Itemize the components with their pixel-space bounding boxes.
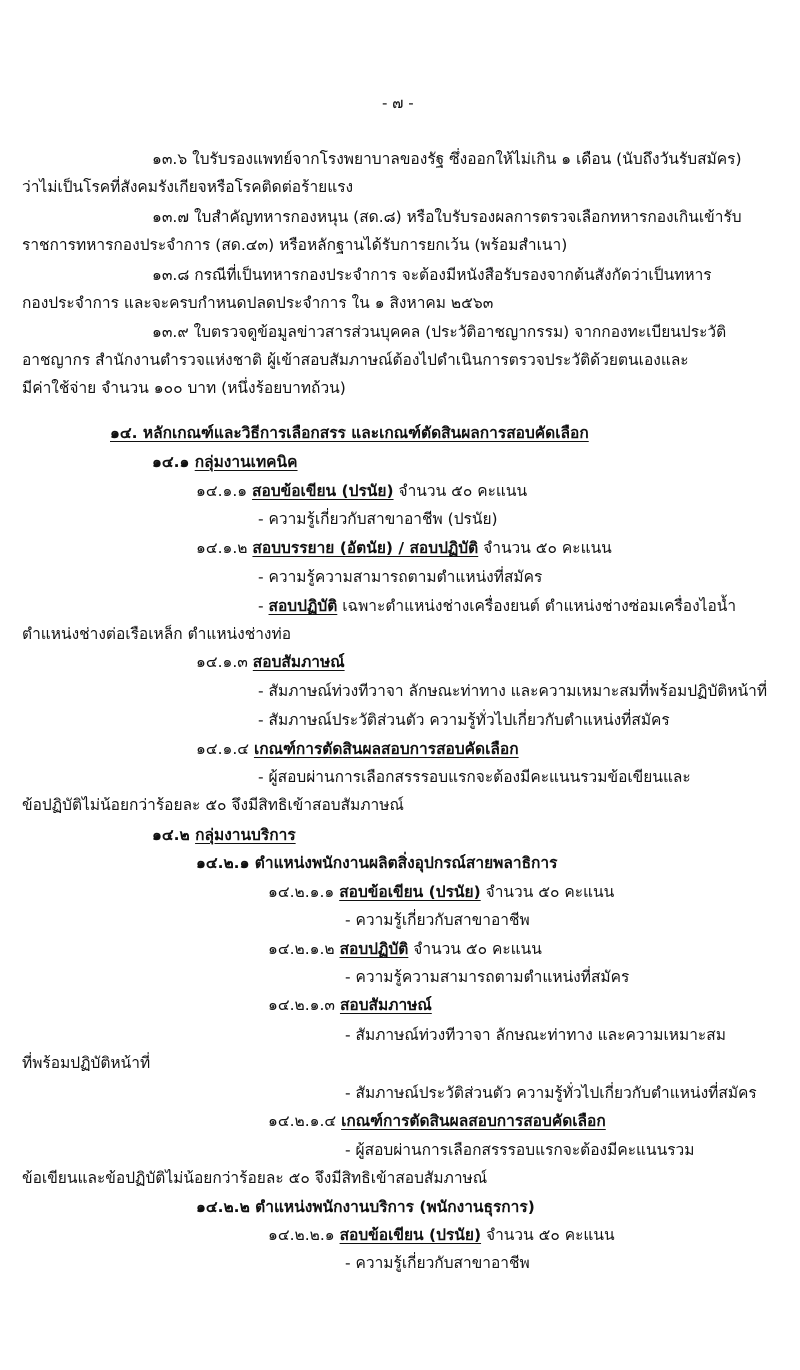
item-14-2-1-3-detail-2: - สัมภาษณ์ประวัติส่วนตัว ความรู้ทั่วไปเกี่ยวกับตำแหน่งที่สมัคร [345,1084,757,1102]
item-title: สอบปฏิบัติ [339,940,409,958]
item-number: ๑๔.๑.๔ [196,740,249,758]
item-13-9-cont2: มีค่าใช้จ่าย จำนวน ๑๐๐ บาท (หนึ่งร้อยบาทถ้วน) [22,379,346,397]
group-14-1-number: ๑๔.๑ [152,453,190,471]
group-14-1-title: กลุ่มงานเทคนิค [194,453,298,471]
item-score: จำนวน ๕๐ คะแนน [413,940,542,958]
item-14-2-2-1-detail: - ความรู้เกี่ยวกับสาขาอาชีพ [345,1254,530,1272]
item-13-6: ๑๓.๖ ใบรับรองแพทย์จากโรงพยาบาลของรัฐ ซึ่งออกให้ไม่เกิน ๑ เดือน (นับถึงวันรับสมัคร) [152,150,742,168]
item-14-1-1 [196,480,527,502]
item-14-1-1-detail: - ความรู้เกี่ยวกับสาขาอาชีพ (ปรนัย) [258,510,498,528]
item-14-2-2-1 [268,1224,615,1246]
item-title: เกณฑ์การตัดสินผลสอบการสอบคัดเลือก [341,1112,606,1130]
item-14-2-1-2 [268,938,542,960]
item-14-1-2 [196,537,612,559]
item-14-1-3 [196,651,345,673]
item-number: ๑๔.๒.๑.๔ [268,1112,337,1130]
page-number: - ๗ - [382,94,414,112]
position-14-2-2: ๑๔.๒.๒ ตำแหน่งพนักงานบริการ (พนักงานธุรการ) [196,1198,535,1216]
dash: - [258,597,269,615]
item-title: สอบข้อเขียน (ปรนัย) [252,482,394,500]
item-14-1-4 [196,738,519,760]
item-14-2-1-4 [268,1110,606,1132]
section-14-heading: ๑๔. หลักเกณฑ์และวิธีการเลือกสรร และเกณฑ์ตัดสินผลการสอบคัดเลือก [110,424,589,442]
item-14-1-3-detail-2: - สัมภาษณ์ประวัติส่วนตัว ความรู้ทั่วไปเกี่ยวกับตำแหน่งที่สมัคร [258,711,670,729]
item-score: จำนวน ๕๐ คะแนน [398,482,528,500]
group-14-2-number: ๑๔.๒ [152,826,190,844]
item-score: จำนวน ๕๐ คะแนน [486,1226,615,1244]
item-14-2-1-4-detail: - ผู้สอบผ่านการเลือกสรรรอบแรกจะต้องมีคะแนนรวม [345,1141,695,1159]
item-13-7: ๑๓.๗ ใบสำคัญทหารกองหนุน (สด.๘) หรือใบรับรองผลการตรวจเลือกทหารกองเกินเข้ารับ [152,208,742,226]
item-13-8: ๑๓.๘ กรณีที่เป็นทหารกองประจำการ จะต้องมีหนังสือรับรองจากต้นสังกัดว่าเป็นทหาร [152,266,712,284]
item-title: เกณฑ์การตัดสินผลสอบการสอบคัดเลือก [253,740,519,758]
practical-exam-label: สอบปฏิบัติ [268,597,338,615]
item-14-2-1-3-detail-1: - สัมภาษณ์ท่วงทีวาจา ลักษณะท่าทาง และความเหมาะสม [345,1026,726,1044]
item-number: ๑๔.๒.๑.๒ [268,940,335,958]
item-14-2-1-1-detail: - ความรู้เกี่ยวกับสาขาอาชีพ [345,911,530,929]
item-13-6-cont: ว่าไม่เป็นโรคที่สังคมรังเกียจหรือโรคติดต่อร้ายแรง [22,178,354,196]
item-title: สอบบรรยาย (อัตนัย) / สอบปฏิบัติ [252,539,479,557]
item-14-2-1-3-detail-1-cont: ที่พร้อมปฏิบัติหน้าที่ [22,1054,151,1072]
item-title: สอบข้อเขียน (ปรนัย) [339,1226,482,1244]
item-13-9-cont1: อาชญากร สำนักงานตำรวจแห่งชาติ ผู้เข้าสอบสัมภาษณ์ต้องไปดำเนินการตรวจประวัติด้วยตนเองและ [22,351,689,369]
item-13-7-cont: ราชการทหารกองประจำการ (สด.๔๓) หรือหลักฐานได้รับการยกเว้น (พร้อมสำเนา) [22,236,568,254]
item-14-1-2-detail-2-cont: ตำแหน่งช่างต่อเรือเหล็ก ตำแหน่งช่างท่อ [22,625,292,643]
item-number: ๑๔.๒.๑.๑ [268,883,335,901]
item-title: สอบสัมภาษณ์ [252,653,345,671]
item-score: จำนวน ๕๐ คะแนน [485,883,615,901]
item-number: ๑๔.๑.๒ [196,539,248,557]
group-14-2-heading [152,824,296,846]
item-14-1-4-detail-cont: ข้อปฏิบัติไม่น้อยกว่าร้อยละ ๕๐ จึงมีสิทธิเข้าสอบสัมภาษณ์ [22,796,404,814]
item-14-2-1-4-detail-cont: ข้อเขียนและข้อปฏิบัติไม่น้อยกว่าร้อยละ ๕๐ จึงมีสิทธิเข้าสอบสัมภาษณ์ [22,1169,488,1187]
item-14-2-1-2-detail: - ความรู้ความสามารถตามตำแหน่งที่สมัคร [345,968,630,986]
item-13-9: ๑๓.๙ ใบตรวจดูข้อมูลข่าวสารส่วนบุคคล (ประวัติอาชญากรรม) จากกองทะเบียนประวัติ [152,323,727,341]
item-14-1-2-detail-2 [258,595,736,617]
item-title: สอบข้อเขียน (ปรนัย) [339,883,481,901]
item-14-2-1-3 [268,994,432,1016]
item-score: จำนวน ๕๐ คะแนน [483,539,612,557]
item-14-1-4-detail: - ผู้สอบผ่านการเลือกสรรรอบแรกจะต้องมีคะแนนรวมข้อเขียนและ [258,768,691,786]
item-14-1-3-detail-1: - สัมภาษณ์ท่วงทีวาจา ลักษณะท่าทาง และความเหมาะสมที่พร้อมปฏิบัติหน้าที่ [258,682,768,700]
item-13-8-cont: กองประจำการ และจะครบกำหนดปลดประจำการ ใน ๑ สิงหาคม ๒๕๖๓ [22,294,494,312]
item-14-1-2-detail-1: - ความรู้ความสามารถตามตำแหน่งที่สมัคร [258,568,543,586]
item-14-2-1-1 [268,881,614,903]
group-14-2-title: กลุ่มงานบริการ [195,826,296,844]
group-14-1-heading [152,451,298,473]
position-14-2-1: ๑๔.๒.๑ ตำแหน่งพนักงานผลิตสิ่งอุปกรณ์สายพลาธิการ [196,854,558,872]
item-number: ๑๔.๒.๒.๑ [268,1226,335,1244]
item-number: ๑๔.๒.๑.๓ [268,996,336,1014]
item-number: ๑๔.๑.๑ [196,482,248,500]
item-number: ๑๔.๑.๓ [196,653,248,671]
detail-text: เฉพาะตำแหน่งช่างเครื่องยนต์ ตำแหน่งช่างซ่อมเครื่องไอน้ำ [337,597,737,615]
item-title: สอบสัมภาษณ์ [339,996,432,1014]
